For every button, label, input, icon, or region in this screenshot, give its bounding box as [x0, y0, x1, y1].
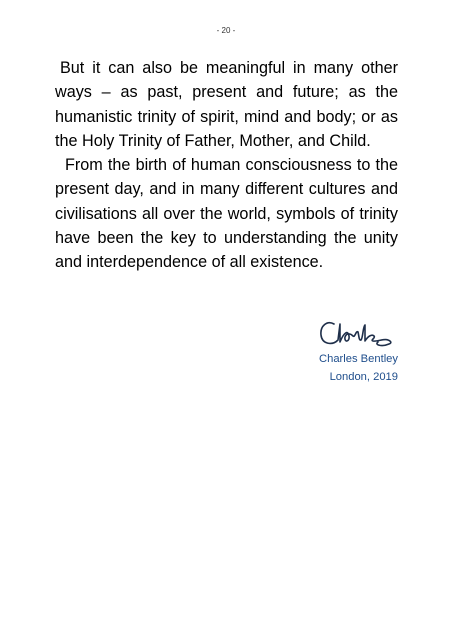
page-number: - 20 -: [216, 26, 236, 35]
paragraph-2: From the birth of human consciousness to the present day, and in many different cultures and civilisations all over the world, symbols of trinity have been the key to understanding the unity and interdependence of all existence.: [55, 156, 398, 272]
body-text: [55, 56, 398, 275]
paragraph-1: But it can also be meaningful in many other ways – as past, present and future; as the humanistic trinity of spirit, mind and body; or as the Holy Trinity of Father, Mother, and Child.: [55, 59, 398, 150]
place-and-date: London, 2019: [329, 371, 398, 383]
signature-block: [319, 350, 398, 386]
author-name: Charles Bentley: [319, 353, 398, 365]
handwritten-signature: [318, 316, 396, 350]
